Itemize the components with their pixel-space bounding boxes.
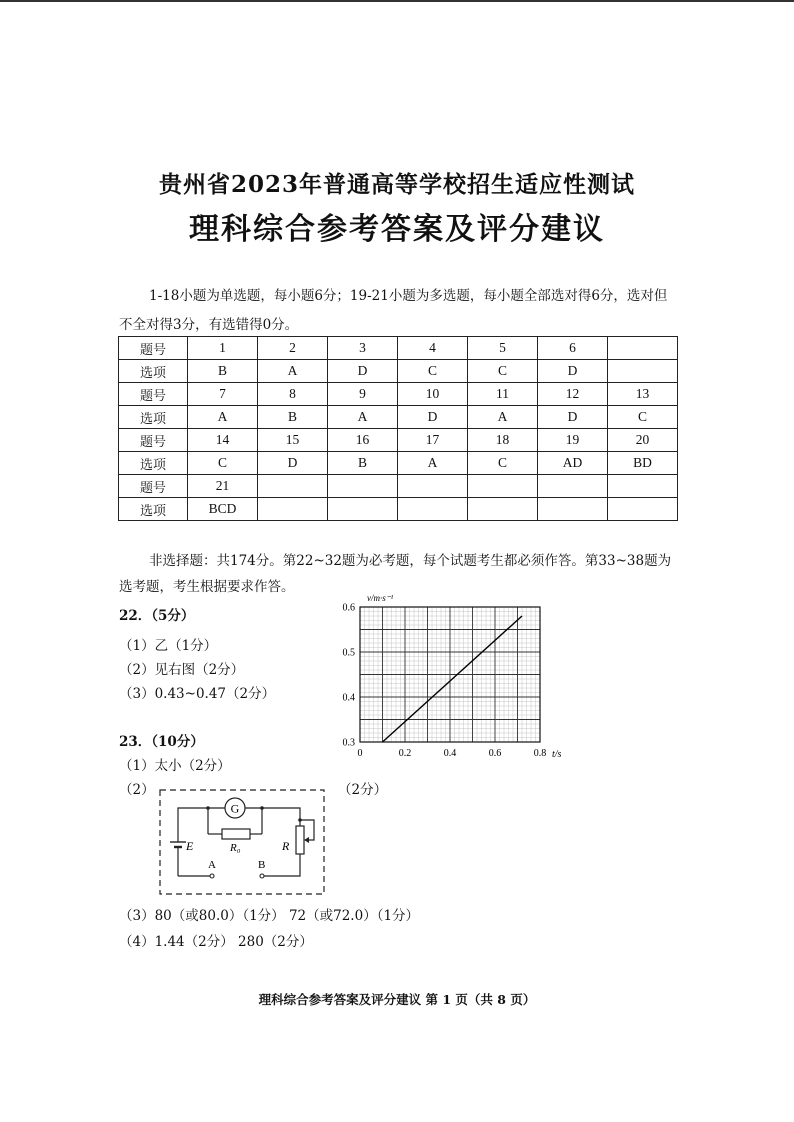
table-cell: 20 — [608, 429, 678, 452]
table-cell: C — [608, 406, 678, 429]
table-cell: 15 — [258, 429, 328, 452]
table-cell: C — [468, 452, 538, 475]
table-cell: 17 — [398, 429, 468, 452]
table-row-header: 选项 — [119, 406, 188, 429]
table-cell: A — [398, 452, 468, 475]
table-cell — [608, 475, 678, 498]
selection-intro: 1-18小题为单选题，每小题6分；19-21小题为多选题，每小题全部选对得6分，选对但不全对得3分，有选错得0分。 — [119, 288, 668, 333]
table-cell — [608, 337, 678, 360]
table-row — [119, 475, 678, 498]
table-row — [119, 498, 678, 521]
y-tick-label: 0.5 — [342, 647, 355, 659]
table-cell: 14 — [188, 429, 258, 452]
table-cell: 1 — [188, 337, 258, 360]
battery-label: E — [186, 839, 194, 853]
q22-item-3: （3）0.43~0.47（2分） — [119, 686, 276, 702]
answer-table — [118, 336, 678, 521]
chart-x-label: t/s — [552, 749, 562, 760]
table-cell: D — [538, 360, 608, 383]
table-cell — [468, 475, 538, 498]
table-row — [119, 360, 678, 383]
table-cell: 13 — [608, 383, 678, 406]
table-cell: AD — [538, 452, 608, 475]
terminal-b-icon — [260, 874, 264, 878]
table-row-header: 题号 — [119, 383, 188, 406]
table-row-header: 选项 — [119, 498, 188, 521]
table-row — [119, 406, 678, 429]
q23-item-2-score: （2分） — [338, 782, 388, 798]
q23-item-4: （4）1.44（2分） 280（2分） — [119, 934, 313, 950]
table-cell — [328, 498, 398, 521]
q22-item-2: （2）见右图（2分） — [119, 662, 245, 678]
table-row — [119, 337, 678, 360]
table-cell — [328, 475, 398, 498]
x-tick-label: 0.8 — [533, 748, 547, 759]
table-cell — [538, 475, 608, 498]
page-footer: 理科综合参考答案及评分建议 第 1 页（共 8 页） — [258, 992, 536, 1007]
table-cell — [398, 475, 468, 498]
table-cell: 5 — [468, 337, 538, 360]
table-cell: 4 — [398, 337, 468, 360]
table-cell: B — [258, 406, 328, 429]
table-cell: 2 — [258, 337, 328, 360]
terminal-a-icon — [210, 874, 214, 878]
resistor-r0-label: R₀ — [230, 842, 241, 854]
table-cell: 7 — [188, 383, 258, 406]
q22-item-1: （1）乙（1分） — [119, 638, 218, 654]
table-cell: 11 — [468, 383, 538, 406]
table-cell — [608, 360, 678, 383]
table-cell: 16 — [328, 429, 398, 452]
table-cell: BCD — [188, 498, 258, 521]
top-border — [0, 0, 794, 2]
q23-later — [119, 902, 419, 954]
table-cell: C — [468, 360, 538, 383]
table-cell: 10 — [398, 383, 468, 406]
table-row-header: 题号 — [119, 337, 188, 360]
exam-title: 贵州省2023年普通高等学校招生适应性测试 — [158, 171, 635, 198]
table-cell: B — [328, 452, 398, 475]
table-cell: A — [258, 360, 328, 383]
x-tick-label: 0 — [357, 748, 363, 759]
rheostat-icon — [296, 826, 304, 854]
nonselection-intro: 非选择题：共174分。第22~32题为必考题，每个试题考生都必须作答。第33~38题为选考题，考生根据要求作答。 — [119, 553, 672, 595]
q23-item-1: （1）太小（2分） — [119, 758, 231, 774]
table-cell: D — [538, 406, 608, 429]
table-cell: 8 — [258, 383, 328, 406]
terminal-a-label: A — [208, 859, 216, 871]
table-row — [119, 452, 678, 475]
table-cell — [468, 498, 538, 521]
table-row-header: 选项 — [119, 360, 188, 383]
chart-y-label: v/m·s⁻¹ — [367, 593, 394, 603]
table-row — [119, 429, 678, 452]
table-cell — [258, 475, 328, 498]
x-tick-label: 0.4 — [443, 748, 457, 759]
table-cell: D — [258, 452, 328, 475]
y-tick-label: 0.4 — [342, 692, 355, 704]
x-tick-label: 0.6 — [488, 748, 502, 759]
y-tick-label: 0.6 — [342, 602, 355, 614]
table-cell: C — [398, 360, 468, 383]
table-cell: D — [398, 406, 468, 429]
x-tick-label: 0.2 — [398, 748, 412, 759]
chart-tick-labels — [343, 603, 547, 760]
table-cell: BD — [608, 452, 678, 475]
table-cell: 6 — [538, 337, 608, 360]
table-row-header: 选项 — [119, 452, 188, 475]
table-row-header: 题号 — [119, 475, 188, 498]
table-cell — [608, 498, 678, 521]
document-title: 理科综合参考答案及评分建议 — [189, 212, 605, 247]
velocity-time-chart — [330, 592, 570, 764]
q22-answers — [119, 634, 275, 706]
resistor-r0-icon — [222, 829, 250, 839]
q22-heading: 22．（5分） — [119, 608, 195, 624]
table-cell: 21 — [188, 475, 258, 498]
table-row — [119, 383, 678, 406]
table-cell — [538, 498, 608, 521]
table-cell — [398, 498, 468, 521]
y-tick-label: 0.3 — [342, 737, 355, 749]
table-cell: 9 — [328, 383, 398, 406]
table-cell: 3 — [328, 337, 398, 360]
table-cell: 19 — [538, 429, 608, 452]
circuit-diagram — [158, 788, 328, 898]
terminal-b-label: B — [258, 859, 266, 871]
q23-item-2-prefix: （2） — [119, 782, 155, 798]
table-cell: A — [468, 406, 538, 429]
table-cell: C — [188, 452, 258, 475]
rheostat-label: R — [282, 839, 290, 853]
q22-block — [119, 604, 194, 628]
table-cell: D — [328, 360, 398, 383]
q23-item-3: （3）80（或80.0）（1分） 72（或72.0）（1分） — [119, 908, 420, 924]
galvanometer-label: G — [230, 801, 240, 816]
table-cell: 18 — [468, 429, 538, 452]
table-row-header: 题号 — [119, 429, 188, 452]
table-cell: B — [188, 360, 258, 383]
table-cell: A — [188, 406, 258, 429]
table-cell — [258, 498, 328, 521]
rheostat-slider-arrow — [304, 837, 309, 843]
table-cell: A — [328, 406, 398, 429]
table-cell: 12 — [538, 383, 608, 406]
wire-top-left — [178, 808, 208, 838]
q23-heading: 23．（10分） — [119, 734, 204, 750]
